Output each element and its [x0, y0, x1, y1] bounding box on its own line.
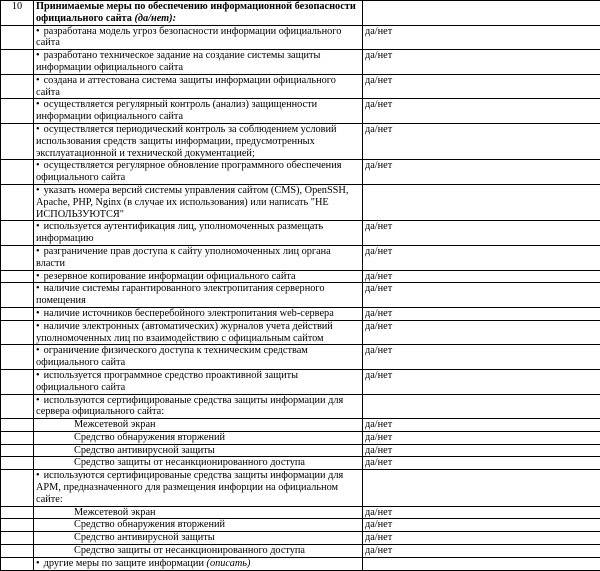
sub-measure-label: Средство обнаружения вторжений: [34, 431, 363, 444]
answer-cell: [363, 470, 600, 506]
row-number-cell: [1, 419, 34, 432]
sub-measure-label: Средство антивирусной защиты: [34, 444, 363, 457]
measure-label: • осуществляется периодический контроль за соблюдением условий использования средств защиты информации, предусмотренных эксплуатационной и технической документацией;: [34, 123, 363, 159]
table-row: [1, 307, 600, 320]
row-number-cell: [1, 221, 34, 246]
measure-label: • осуществляется регулярное обновление программного обеспечения официального сайта: [34, 160, 363, 185]
answer-cell: да/нет: [363, 419, 600, 432]
table-row: [1, 50, 600, 75]
answer-cell: да/нет: [363, 457, 600, 470]
measure-label: • используются сертифицированые средства защиты информации для АРМ, предназначенного для размещения инфорции на официальном сайте:: [34, 470, 363, 506]
row-number-cell: [1, 160, 34, 185]
row-number-cell: [1, 545, 34, 558]
sub-measure-label: Средство защиты от несанкционированного доступа: [34, 545, 363, 558]
measure-label: • наличие источников бесперебойного электропитания web-сервера: [34, 307, 363, 320]
measure-label: • создана и аттестована система защиты информации официального сайта: [34, 74, 363, 99]
answer-cell: [363, 394, 600, 419]
table-row: [1, 99, 600, 124]
table-row: [1, 345, 600, 370]
measure-label: • используется аутентификация лиц, уполномоченных размещать информацию: [34, 221, 363, 246]
other-measures-label: другие меры по защите информации: [44, 558, 204, 569]
table-row: [1, 25, 600, 50]
sub-measure-label: Средство антивирусной защиты: [34, 532, 363, 545]
row-number-cell: [1, 74, 34, 99]
table-row: [1, 545, 600, 558]
table-row: [1, 221, 600, 246]
table-row: [1, 431, 600, 444]
measure-label: • разработано техническое задание на создание системы защиты информации официального сайта: [34, 50, 363, 75]
row-number-cell: [1, 431, 34, 444]
answer-cell: да/нет: [363, 519, 600, 532]
answer-cell: да/нет: [363, 99, 600, 124]
answer-cell: да/нет: [363, 545, 600, 558]
measure-label: • осуществляется регулярный контроль (анализ) защищенности информации официального сайта: [34, 99, 363, 124]
row-number-cell: [1, 184, 34, 220]
measure-label: • ограничение физического доступа к техническим средствам официального сайта: [34, 345, 363, 370]
row-number-cell: [1, 25, 34, 50]
row-number-cell: [1, 444, 34, 457]
header-suffix: (да/нет):: [134, 13, 176, 24]
table-row: [1, 457, 600, 470]
answer-cell: да/нет: [363, 160, 600, 185]
table-row: [1, 532, 600, 545]
section-number: 10: [1, 1, 34, 26]
answer-cell: да/нет: [363, 74, 600, 99]
answer-cell: да/нет: [363, 431, 600, 444]
answer-cell: да/нет: [363, 221, 600, 246]
row-number-cell: [1, 470, 34, 506]
measure-label: • разграничение прав доступа к сайту уполномоченных лиц органа власти: [34, 245, 363, 270]
header-cell: [34, 1, 363, 26]
answer-cell: да/нет: [363, 345, 600, 370]
sub-measure-label: Средство защиты от несанкционированного доступа: [34, 457, 363, 470]
table-row: [1, 557, 600, 570]
table-row: [1, 470, 600, 506]
other-measures-note: (описать): [207, 558, 251, 569]
measure-label: • используются сертифицированые средства защиты информации для сервера официального сайта:: [34, 394, 363, 419]
row-number-cell: [1, 270, 34, 283]
row-number-cell: [1, 557, 34, 570]
row-number-cell: [1, 245, 34, 270]
table-row: [1, 270, 600, 283]
other-measures-cell: [34, 557, 363, 570]
table-row: [1, 519, 600, 532]
answer-cell: да/нет: [363, 444, 600, 457]
row-number-cell: [1, 99, 34, 124]
table-row: [1, 283, 600, 308]
row-number-cell: [1, 345, 34, 370]
answer-cell: да/нет: [363, 123, 600, 159]
row-number-cell: [1, 369, 34, 394]
header-value-cell: [363, 1, 600, 26]
row-number-cell: [1, 457, 34, 470]
measure-label: • наличие системы гарантированного электропитания серверного помещения: [34, 283, 363, 308]
sub-measure-label: Межсетевой экран: [34, 419, 363, 432]
answer-cell: да/нет: [363, 307, 600, 320]
table-row: [1, 123, 600, 159]
answer-cell: да/нет: [363, 50, 600, 75]
table-row: [1, 444, 600, 457]
table-row: [1, 184, 600, 220]
table-row: [1, 394, 600, 419]
table-row: [1, 74, 600, 99]
measure-label: • резервное копирование информации официального сайта: [34, 270, 363, 283]
row-number-cell: [1, 50, 34, 75]
answer-cell: [363, 557, 600, 570]
row-number-cell: [1, 283, 34, 308]
measure-label: • разработана модель угроз безопасности информации официального сайта: [34, 25, 363, 50]
row-number-cell: [1, 394, 34, 419]
sub-measure-label: Средство обнаружения вторжений: [34, 519, 363, 532]
header-row: [1, 1, 600, 26]
answer-cell: да/нет: [363, 245, 600, 270]
row-number-cell: [1, 320, 34, 345]
answer-cell: да/нет: [363, 506, 600, 519]
measure-label: • используется программное средство проактивной защиты официального сайта: [34, 369, 363, 394]
row-number-cell: [1, 123, 34, 159]
answer-cell: да/нет: [363, 320, 600, 345]
table-row: [1, 369, 600, 394]
measure-label: • наличие электронных (автоматических) журналов учета действий уполномоченных лиц по взаимодействию с официальным сайтом: [34, 320, 363, 345]
row-number-cell: [1, 307, 34, 320]
table-row: [1, 245, 600, 270]
table-row: [1, 506, 600, 519]
answer-cell: да/нет: [363, 369, 600, 394]
row-number-cell: [1, 519, 34, 532]
table-row: [1, 160, 600, 185]
answer-cell: да/нет: [363, 270, 600, 283]
sub-measure-label: Межсетевой экран: [34, 506, 363, 519]
measure-label: • указать номера версий системы управления сайтом (CMS), OpenSSH, Apache, PHP, Nginx (в случае их использования) или написать "НЕ ИСПОЛЬЗУЮТСЯ": [34, 184, 363, 220]
row-number-cell: [1, 506, 34, 519]
answer-cell: [363, 184, 600, 220]
table-row: [1, 419, 600, 432]
header-title: Принимаемые меры по обеспечению информационной безопасности официального сайта: [36, 1, 356, 24]
answer-cell: да/нет: [363, 283, 600, 308]
table-row: [1, 320, 600, 345]
row-number-cell: [1, 532, 34, 545]
answer-cell: да/нет: [363, 532, 600, 545]
answer-cell: да/нет: [363, 25, 600, 50]
